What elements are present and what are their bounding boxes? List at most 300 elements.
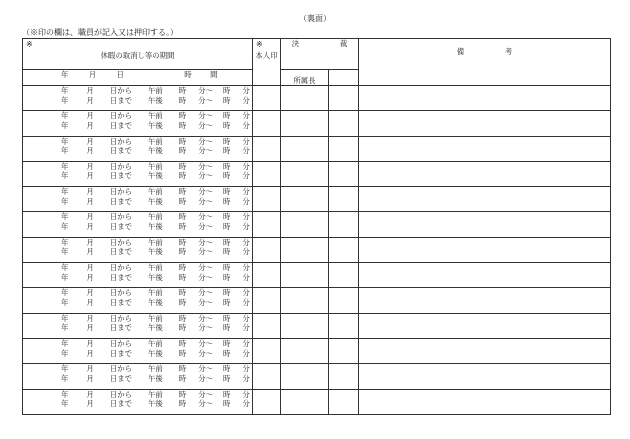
seal-cell[interactable] (253, 212, 281, 237)
decision-extra-cell[interactable] (329, 237, 359, 262)
period-line-from (23, 339, 252, 349)
page-title: （裏面） (299, 14, 331, 23)
month-label: 月 (86, 272, 94, 282)
minute-label: 分 (242, 111, 250, 121)
period-cell[interactable] (23, 288, 253, 313)
period-line-from (23, 187, 252, 197)
period-line-to (23, 298, 252, 308)
year-label: 年 (61, 348, 69, 358)
period-line-to (23, 374, 252, 384)
minute-tilde-label: 分～ (198, 373, 213, 383)
remarks-label-right: 考 (504, 47, 513, 56)
period-cell[interactable] (23, 364, 253, 389)
seal-label: 本人印 (255, 51, 278, 60)
hour-label: 時 (178, 389, 187, 399)
month-label: 月 (86, 212, 94, 222)
hour-label-2: 時 (223, 171, 231, 181)
day-from-label: 日から (109, 364, 132, 374)
hour-label: 時 (178, 373, 187, 383)
pm-label: 午後 (148, 196, 163, 206)
decision-extra-cell[interactable] (329, 161, 359, 186)
day-to-label: 日まで (109, 272, 132, 282)
period-header-cell (23, 39, 253, 70)
minute-tilde-label: 分～ (198, 120, 213, 130)
seal-cell[interactable] (253, 161, 281, 186)
minute-label: 分 (242, 313, 250, 323)
month-label: 月 (86, 399, 94, 409)
minute-label: 分 (242, 196, 250, 206)
dept-head-approval-cell[interactable] (281, 338, 329, 363)
year-label: 年 (61, 297, 69, 307)
hour-label-2: 時 (223, 399, 231, 409)
hour-label-2: 時 (223, 263, 231, 273)
decision-extra-cell[interactable] (329, 187, 359, 212)
day-to-label: 日まで (109, 171, 132, 181)
hour-label: 時 (178, 95, 187, 105)
minute-label: 分 (242, 272, 250, 282)
period-subheader-cell (23, 70, 253, 86)
minute-label: 分 (242, 136, 250, 146)
hour-label-2: 時 (223, 247, 231, 257)
seal-cell[interactable] (253, 389, 281, 414)
hour-label: 時 (178, 237, 187, 247)
entry-row (23, 111, 611, 136)
pm-label: 午後 (148, 95, 163, 105)
pm-label: 午後 (148, 399, 163, 409)
day-from-label: 日から (109, 212, 132, 222)
minute-tilde-label: 分～ (198, 272, 213, 282)
day-to-label: 日まで (109, 222, 132, 232)
hour-label-2: 時 (223, 348, 231, 358)
day-from-label: 日から (109, 237, 132, 247)
hour-label-2: 時 (223, 297, 231, 307)
minute-tilde-label: 分～ (198, 212, 213, 222)
minute-label: 分 (242, 297, 250, 307)
day-from-label: 日から (109, 86, 132, 95)
year-label: 年 (61, 263, 69, 273)
month-label: 月 (86, 323, 94, 333)
sub-month: 月 (88, 70, 97, 79)
year-label: 年 (61, 161, 69, 171)
pm-label: 午後 (148, 323, 163, 333)
day-from-label: 日から (109, 288, 132, 298)
minute-label: 分 (242, 120, 250, 130)
hour-label: 時 (178, 323, 187, 333)
minute-label: 分 (242, 373, 250, 383)
year-label: 年 (61, 338, 69, 348)
remarks-cell[interactable] (359, 288, 611, 313)
minute-tilde-label: 分～ (198, 196, 213, 206)
am-label: 午前 (148, 111, 163, 121)
month-label: 月 (86, 389, 94, 399)
pm-label: 午後 (148, 373, 163, 383)
hour-label: 時 (178, 222, 187, 232)
minute-tilde-label: 分～ (198, 323, 213, 333)
day-from-label: 日から (109, 187, 132, 197)
hour-label-2: 時 (223, 136, 231, 146)
day-to-label: 日まで (109, 373, 132, 383)
remarks-cell[interactable] (359, 187, 611, 212)
hour-label-2: 時 (223, 146, 231, 156)
minute-label: 分 (242, 222, 250, 232)
entry-row (23, 364, 611, 389)
day-from-label: 日から (109, 161, 132, 171)
minute-tilde-label: 分～ (198, 222, 213, 232)
dept-head-approval-cell[interactable] (281, 313, 329, 338)
year-label: 年 (61, 120, 69, 130)
year-label: 年 (61, 399, 69, 409)
minute-label: 分 (242, 288, 250, 298)
am-label: 午前 (148, 86, 163, 95)
minute-label: 分 (242, 247, 250, 257)
hour-label-2: 時 (223, 120, 231, 130)
year-label: 年 (61, 323, 69, 333)
month-label: 月 (86, 263, 94, 273)
remarks-header-cell (359, 39, 611, 86)
period-label: 休暇の取消し等の期間 (100, 51, 175, 60)
decision-label-left: 決 (291, 39, 300, 48)
hour-label-2: 時 (223, 389, 231, 399)
hour-label: 時 (178, 338, 187, 348)
month-label: 月 (86, 313, 94, 323)
dept-head-cell (281, 70, 329, 86)
seal-cell[interactable] (253, 237, 281, 262)
entry-row (23, 263, 611, 288)
remarks-cell[interactable] (359, 364, 611, 389)
remarks-cell[interactable] (359, 338, 611, 363)
decision-extra-cell[interactable] (329, 313, 359, 338)
minute-tilde-label: 分～ (198, 338, 213, 348)
day-from-label: 日から (109, 338, 132, 348)
seal-cell[interactable] (253, 136, 281, 161)
year-label: 年 (61, 86, 69, 95)
entry-row (23, 212, 611, 237)
hour-label-2: 時 (223, 161, 231, 171)
year-label: 年 (61, 272, 69, 282)
seal-header-cell (253, 39, 281, 86)
period-cell[interactable] (23, 212, 253, 237)
day-to-label: 日まで (109, 146, 132, 156)
month-label: 月 (86, 247, 94, 257)
year-label: 年 (61, 373, 69, 383)
period-line-from (23, 137, 252, 147)
header-row (23, 39, 611, 70)
period-line-to (23, 121, 252, 131)
minute-label: 分 (242, 323, 250, 333)
period-cell[interactable] (23, 389, 253, 414)
entry-row (23, 136, 611, 161)
day-to-label: 日まで (109, 399, 132, 409)
dept-head-approval-cell[interactable] (281, 212, 329, 237)
day-from-label: 日から (109, 111, 132, 121)
year-label: 年 (61, 288, 69, 298)
hour-label-2: 時 (223, 196, 231, 206)
decision-extra-cell[interactable] (329, 263, 359, 288)
hour-label-2: 時 (223, 237, 231, 247)
minute-label: 分 (242, 187, 250, 197)
dept-head-label: 所属長 (293, 76, 316, 85)
period-line-to (23, 171, 252, 181)
am-label: 午前 (148, 313, 163, 323)
minute-label: 分 (242, 86, 250, 95)
month-label: 月 (86, 196, 94, 206)
seal-cell[interactable] (253, 86, 281, 111)
hour-label: 時 (178, 288, 187, 298)
decision-extra-cell[interactable] (329, 338, 359, 363)
decision-label-right: 裁 (339, 39, 348, 48)
instruction-note: （※印の欄は、職員が記入又は押印する。） (22, 28, 178, 37)
minute-tilde-label: 分～ (198, 136, 213, 146)
remarks-cell[interactable] (359, 161, 611, 186)
month-label: 月 (86, 86, 94, 95)
day-to-label: 日まで (109, 196, 132, 206)
pm-label: 午後 (148, 222, 163, 232)
hour-label-2: 時 (223, 187, 231, 197)
hour-label: 時 (178, 247, 187, 257)
period-cell[interactable] (23, 111, 253, 136)
minute-label: 分 (242, 338, 250, 348)
entry-row (23, 187, 611, 212)
dept-head-approval-cell[interactable] (281, 187, 329, 212)
hour-label-2: 時 (223, 338, 231, 348)
entry-row (23, 389, 611, 414)
hour-label: 時 (178, 196, 187, 206)
pm-label: 午後 (148, 146, 163, 156)
year-label: 年 (61, 313, 69, 323)
pm-label: 午後 (148, 120, 163, 130)
sub-time-left: 時 (184, 70, 192, 79)
period-line-from (23, 364, 252, 374)
minute-label: 分 (242, 389, 250, 399)
dept-head-approval-cell[interactable] (281, 86, 329, 111)
day-to-label: 日まで (109, 247, 132, 257)
sub-year: 年 (61, 70, 69, 79)
period-cell[interactable] (23, 136, 253, 161)
period-cell[interactable] (23, 237, 253, 262)
decision-extra-cell[interactable] (329, 364, 359, 389)
remarks-cell[interactable] (359, 237, 611, 262)
remarks-cell[interactable] (359, 313, 611, 338)
minute-tilde-label: 分～ (198, 348, 213, 358)
hour-label: 時 (178, 364, 187, 374)
hour-label: 時 (178, 348, 187, 358)
year-label: 年 (61, 146, 69, 156)
entry-row (23, 288, 611, 313)
period-line-to (23, 399, 252, 409)
am-label: 午前 (148, 338, 163, 348)
entry-row (23, 237, 611, 262)
hour-label-2: 時 (223, 86, 231, 95)
am-label: 午前 (148, 364, 163, 374)
day-to-label: 日まで (109, 348, 132, 358)
month-label: 月 (86, 348, 94, 358)
minute-tilde-label: 分～ (198, 86, 213, 95)
hour-label: 時 (178, 187, 187, 197)
minute-tilde-label: 分～ (198, 389, 213, 399)
seal-cell[interactable] (253, 364, 281, 389)
period-cell[interactable] (23, 86, 253, 111)
decision-extra-cell[interactable] (329, 288, 359, 313)
minute-label: 分 (242, 161, 250, 171)
month-label: 月 (86, 222, 94, 232)
pm-label: 午後 (148, 272, 163, 282)
month-label: 月 (86, 338, 94, 348)
minute-tilde-label: 分～ (198, 399, 213, 409)
period-line-from (23, 314, 252, 324)
dept-head-approval-cell[interactable] (281, 237, 329, 262)
month-label: 月 (86, 136, 94, 146)
entry-row (23, 86, 611, 111)
day-to-label: 日まで (109, 120, 132, 130)
hour-label-2: 時 (223, 313, 231, 323)
hour-label: 時 (178, 272, 187, 282)
month-label: 月 (86, 237, 94, 247)
hour-label-2: 時 (223, 95, 231, 105)
period-line-from (23, 238, 252, 248)
seal-cell[interactable] (253, 338, 281, 363)
period-line-to (23, 349, 252, 359)
remarks-cell[interactable] (359, 263, 611, 288)
dept-head-approval-cell[interactable] (281, 263, 329, 288)
month-label: 月 (86, 146, 94, 156)
minute-label: 分 (242, 212, 250, 222)
decision-header-cell (281, 39, 359, 70)
hour-label: 時 (178, 263, 187, 273)
minute-tilde-label: 分～ (198, 146, 213, 156)
dept-head-approval-cell[interactable] (281, 161, 329, 186)
decision-extra-cell[interactable] (329, 389, 359, 414)
minute-label: 分 (242, 364, 250, 374)
period-line-to (23, 273, 252, 283)
minute-tilde-label: 分～ (198, 364, 213, 374)
year-label: 年 (61, 136, 69, 146)
seal-cell[interactable] (253, 111, 281, 136)
minute-label: 分 (242, 237, 250, 247)
staff-mark: ※ (26, 40, 33, 49)
hour-label: 時 (178, 146, 187, 156)
day-to-label: 日まで (109, 323, 132, 333)
am-label: 午前 (148, 212, 163, 222)
day-from-label: 日から (109, 136, 132, 146)
remarks-cell[interactable] (359, 389, 611, 414)
minute-tilde-label: 分～ (198, 263, 213, 273)
am-label: 午前 (148, 187, 163, 197)
period-line-from (23, 212, 252, 222)
hour-label: 時 (178, 161, 187, 171)
seal-cell[interactable] (253, 263, 281, 288)
decision-extra-cell[interactable] (329, 111, 359, 136)
minute-label: 分 (242, 399, 250, 409)
period-cell[interactable] (23, 313, 253, 338)
hour-label-2: 時 (223, 111, 231, 121)
month-label: 月 (86, 95, 94, 105)
period-line-from (23, 390, 252, 400)
remarks-cell[interactable] (359, 111, 611, 136)
decision-extra-cell[interactable] (329, 86, 359, 111)
day-from-label: 日から (109, 263, 132, 273)
seal-cell[interactable] (253, 288, 281, 313)
hour-label: 時 (178, 297, 187, 307)
hour-label-2: 時 (223, 212, 231, 222)
hour-label: 時 (178, 399, 187, 409)
month-label: 月 (86, 187, 94, 197)
period-cell[interactable] (23, 338, 253, 363)
period-line-to (23, 197, 252, 207)
period-line-from (23, 162, 252, 172)
hour-label: 時 (178, 212, 187, 222)
period-cell[interactable] (23, 187, 253, 212)
minute-tilde-label: 分～ (198, 297, 213, 307)
hour-label-2: 時 (223, 323, 231, 333)
minute-tilde-label: 分～ (198, 111, 213, 121)
year-label: 年 (61, 171, 69, 181)
seal-cell[interactable] (253, 313, 281, 338)
year-label: 年 (61, 364, 69, 374)
entry-row (23, 161, 611, 186)
remarks-cell[interactable] (359, 212, 611, 237)
hour-label: 時 (178, 86, 187, 95)
pm-label: 午後 (148, 348, 163, 358)
leave-cancellation-table (22, 38, 611, 415)
hour-label: 時 (178, 171, 187, 181)
dept-head-approval-cell[interactable] (281, 111, 329, 136)
minute-label: 分 (242, 263, 250, 273)
minute-tilde-label: 分～ (198, 313, 213, 323)
entry-row (23, 338, 611, 363)
seal-cell[interactable] (253, 187, 281, 212)
day-to-label: 日まで (109, 95, 132, 105)
minute-tilde-label: 分～ (198, 95, 213, 105)
dept-head-approval-cell[interactable] (281, 288, 329, 313)
month-label: 月 (86, 297, 94, 307)
period-line-from (23, 86, 252, 96)
hour-label-2: 時 (223, 373, 231, 383)
am-label: 午前 (148, 161, 163, 171)
year-label: 年 (61, 187, 69, 197)
remarks-cell[interactable] (359, 136, 611, 161)
year-label: 年 (61, 111, 69, 121)
month-label: 月 (86, 171, 94, 181)
period-line-from (23, 263, 252, 273)
am-label: 午前 (148, 263, 163, 273)
sub-time-right: 間 (210, 70, 218, 79)
period-line-to (23, 222, 252, 232)
remarks-cell[interactable] (359, 86, 611, 111)
dept-head-approval-cell[interactable] (281, 389, 329, 414)
day-from-label: 日から (109, 389, 132, 399)
year-label: 年 (61, 247, 69, 257)
staff-mark-2: ※ (256, 40, 263, 49)
month-label: 月 (86, 364, 94, 374)
period-cell[interactable] (23, 263, 253, 288)
month-label: 月 (86, 111, 94, 121)
am-label: 午前 (148, 136, 163, 146)
hour-label: 時 (178, 313, 187, 323)
decision-extra-cell[interactable] (329, 212, 359, 237)
period-cell[interactable] (23, 161, 253, 186)
decision-extra-cell[interactable] (329, 136, 359, 161)
dept-head-approval-cell[interactable] (281, 136, 329, 161)
hour-label-2: 時 (223, 272, 231, 282)
month-label: 月 (86, 120, 94, 130)
day-to-label: 日まで (109, 297, 132, 307)
year-label: 年 (61, 95, 69, 105)
pm-label: 午後 (148, 297, 163, 307)
month-label: 月 (86, 373, 94, 383)
dept-head-approval-cell[interactable] (281, 364, 329, 389)
period-line-to (23, 247, 252, 257)
am-label: 午前 (148, 237, 163, 247)
